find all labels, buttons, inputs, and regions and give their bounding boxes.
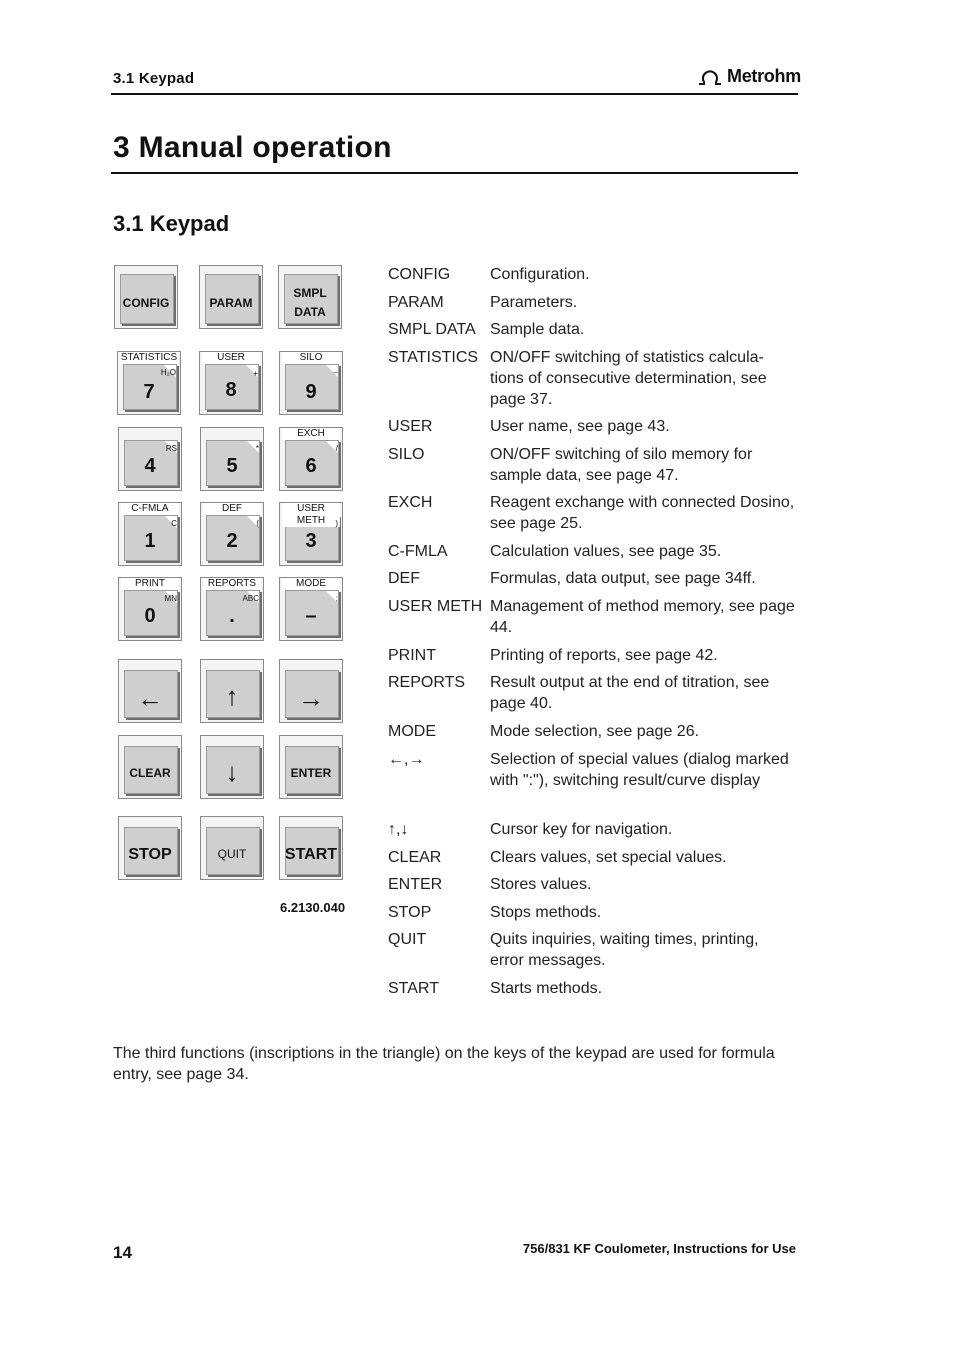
- key-minus-digit: –: [305, 605, 317, 627]
- desc-text: Selection of special values (dialog marked with ":"), switching result/curve display: [490, 751, 789, 789]
- key-1-digit: 1: [144, 530, 156, 552]
- key-0-function: PRINT: [121, 578, 179, 590]
- desc-text: Stops methods.: [490, 904, 602, 921]
- section-title: 3.1 Keypad: [113, 211, 230, 236]
- key-2-digit: 2: [226, 530, 238, 552]
- key-1[interactable]: [118, 502, 182, 566]
- key-dot-third: ABC: [242, 594, 259, 603]
- key-7-function: STATISTICS: [120, 352, 178, 363]
- key-enter[interactable]: [279, 735, 343, 799]
- key-9[interactable]: [279, 351, 343, 415]
- desc-text: Result output at the end of titration, see page 40.: [490, 674, 770, 712]
- key-enter-label: ENTER: [290, 766, 332, 780]
- chapter-title: 3 Manual operation: [113, 131, 392, 164]
- key-3-third: ): [335, 519, 338, 528]
- desc-key: MODE: [388, 723, 436, 740]
- key-9-third: –: [333, 368, 338, 377]
- desc-text: ON/OFF switching of silo memory for sample data, see page 47.: [490, 446, 753, 484]
- key-smpl-label: SMPL: [293, 286, 327, 300]
- desc-key: C-FMLA: [388, 543, 448, 560]
- desc-key: CLEAR: [388, 849, 442, 866]
- desc-text: Printing of reports, see page 42.: [490, 647, 718, 664]
- key-9-function: SILO: [282, 352, 340, 364]
- key-6-function: EXCH: [282, 428, 340, 440]
- omega-icon: [697, 68, 723, 86]
- key-dot[interactable]: [200, 577, 264, 641]
- desc-key: PARAM: [388, 294, 444, 311]
- desc-key: ←,→: [388, 751, 425, 768]
- key-start[interactable]: [279, 816, 343, 880]
- brand-name: Metrohm: [727, 66, 801, 86]
- keypad: [0, 0, 360, 930]
- key-arrow-right[interactable]: [279, 659, 343, 723]
- key-minus-function: MODE: [282, 578, 340, 590]
- key-minus[interactable]: [279, 577, 343, 641]
- key-5[interactable]: [200, 427, 264, 491]
- key-param[interactable]: [199, 265, 263, 329]
- key-8[interactable]: [199, 351, 263, 415]
- key-2[interactable]: [200, 502, 264, 566]
- desc-key: USER METH: [388, 598, 483, 615]
- key-8-digit: 8: [225, 379, 237, 401]
- key-4-digit: 4: [144, 455, 156, 477]
- arrow-down-icon: ↓: [225, 757, 239, 787]
- key-5-digit: 5: [226, 455, 238, 477]
- key-3-digit: 3: [305, 530, 317, 552]
- key-2-third: (: [256, 519, 259, 528]
- brand-logo: [697, 66, 801, 87]
- desc-text: Stores values.: [490, 876, 592, 893]
- key-start-label: START: [284, 846, 338, 863]
- key-stop[interactable]: [118, 816, 182, 880]
- desc-text: Cursor key for navigation.: [490, 821, 673, 838]
- desc-text: Reagent exchange with connected Dosino, see page 25.: [490, 494, 795, 532]
- key-3[interactable]: [279, 502, 343, 566]
- body-paragraph: The third functions (inscriptions in the triangle) on the keys of the keypad are used for formula entry, see page 34.: [113, 1045, 775, 1083]
- key-6-third: /: [335, 444, 338, 453]
- key-dot-function: REPORTS: [203, 578, 261, 590]
- footer-document-title: 756/831 KF Coulometer, Instructions for Use: [522, 1241, 796, 1256]
- desc-text: Formulas, data output, see page 34ff.: [490, 570, 756, 587]
- key-param-label: PARAM: [209, 296, 253, 310]
- desc-key: ENTER: [388, 876, 443, 893]
- key-6[interactable]: [279, 427, 343, 491]
- key-clear-label: CLEAR: [129, 766, 171, 780]
- desc-text: Calculation values, see page 35.: [490, 543, 722, 560]
- key-9-digit: 9: [305, 381, 317, 403]
- key-minus-third: ;: [335, 594, 338, 603]
- key-1-function: C-FMLA: [121, 503, 179, 515]
- page-number: 14: [113, 1243, 132, 1262]
- key-0[interactable]: [118, 577, 182, 641]
- key-1-third: C: [171, 519, 177, 528]
- key-2-function: DEF: [203, 503, 261, 515]
- key-7-digit: 7: [143, 381, 155, 403]
- desc-key: SILO: [388, 446, 425, 463]
- desc-text: Parameters.: [490, 294, 578, 311]
- key-7-third: H₂O: [160, 368, 176, 377]
- key-config-label: CONFIG: [122, 296, 170, 310]
- desc-text: ON/OFF switching of statistics calcula-tions of consecutive determination, see page 37.: [490, 349, 767, 408]
- desc-text: Mode selection, see page 26.: [490, 723, 700, 740]
- desc-text: Clears values, set special values.: [490, 849, 727, 866]
- desc-text: User name, see page 43.: [490, 418, 670, 435]
- key-config[interactable]: [114, 265, 178, 329]
- running-header-section: 3.1 Keypad: [113, 70, 195, 87]
- desc-key: EXCH: [388, 494, 433, 511]
- key-4-third: RS: [165, 444, 177, 453]
- key-data-label: DATA: [294, 305, 326, 319]
- desc-key: ↑,↓: [388, 821, 409, 838]
- arrow-up-icon: ↑: [225, 681, 239, 711]
- key-0-digit: 0: [144, 605, 156, 627]
- desc-key: STOP: [388, 904, 432, 921]
- desc-key: START: [388, 980, 439, 997]
- desc-key: USER: [388, 418, 433, 435]
- key-arrow-up[interactable]: [200, 659, 264, 723]
- desc-text: Sample data.: [490, 321, 585, 338]
- key-8-function: USER: [202, 352, 260, 364]
- key-quit[interactable]: [200, 816, 264, 880]
- key-arrow-left[interactable]: [118, 659, 182, 723]
- key-quit-label: QUIT: [217, 847, 247, 861]
- desc-key: DEF: [388, 570, 420, 587]
- key-stop-label: STOP: [128, 846, 172, 863]
- desc-key: CONFIG: [388, 266, 451, 283]
- key-arrow-down[interactable]: [200, 735, 264, 799]
- key-5-third: *: [255, 444, 259, 453]
- key-8-third: +: [253, 369, 258, 378]
- key-smpl-data[interactable]: [278, 265, 342, 329]
- desc-key: QUIT: [388, 931, 427, 948]
- desc-key: PRINT: [388, 647, 436, 664]
- desc-key: REPORTS: [388, 674, 466, 691]
- key-4[interactable]: [118, 427, 182, 491]
- key-0-third: MN: [164, 594, 177, 603]
- desc-text: Quits inquiries, waiting times, printing, error messages.: [490, 931, 759, 969]
- key-clear[interactable]: [118, 735, 182, 799]
- desc-text: Management of method memory, see page 44.: [490, 598, 795, 636]
- desc-text: Configuration.: [490, 266, 590, 283]
- desc-key: STATISTICS: [388, 349, 479, 366]
- desc-text: Starts methods.: [490, 980, 603, 997]
- arrow-left-icon: ←: [137, 683, 163, 713]
- arrow-right-icon: →: [298, 683, 324, 713]
- key-7[interactable]: [117, 351, 181, 415]
- part-number: 6.2130.040: [280, 900, 346, 915]
- desc-key: SMPL DATA: [388, 321, 476, 338]
- key-description-list: [388, 264, 798, 1004]
- key-3-function: USER METH: [282, 503, 340, 527]
- key-dot-digit: .: [229, 605, 235, 627]
- key-6-digit: 6: [305, 455, 317, 477]
